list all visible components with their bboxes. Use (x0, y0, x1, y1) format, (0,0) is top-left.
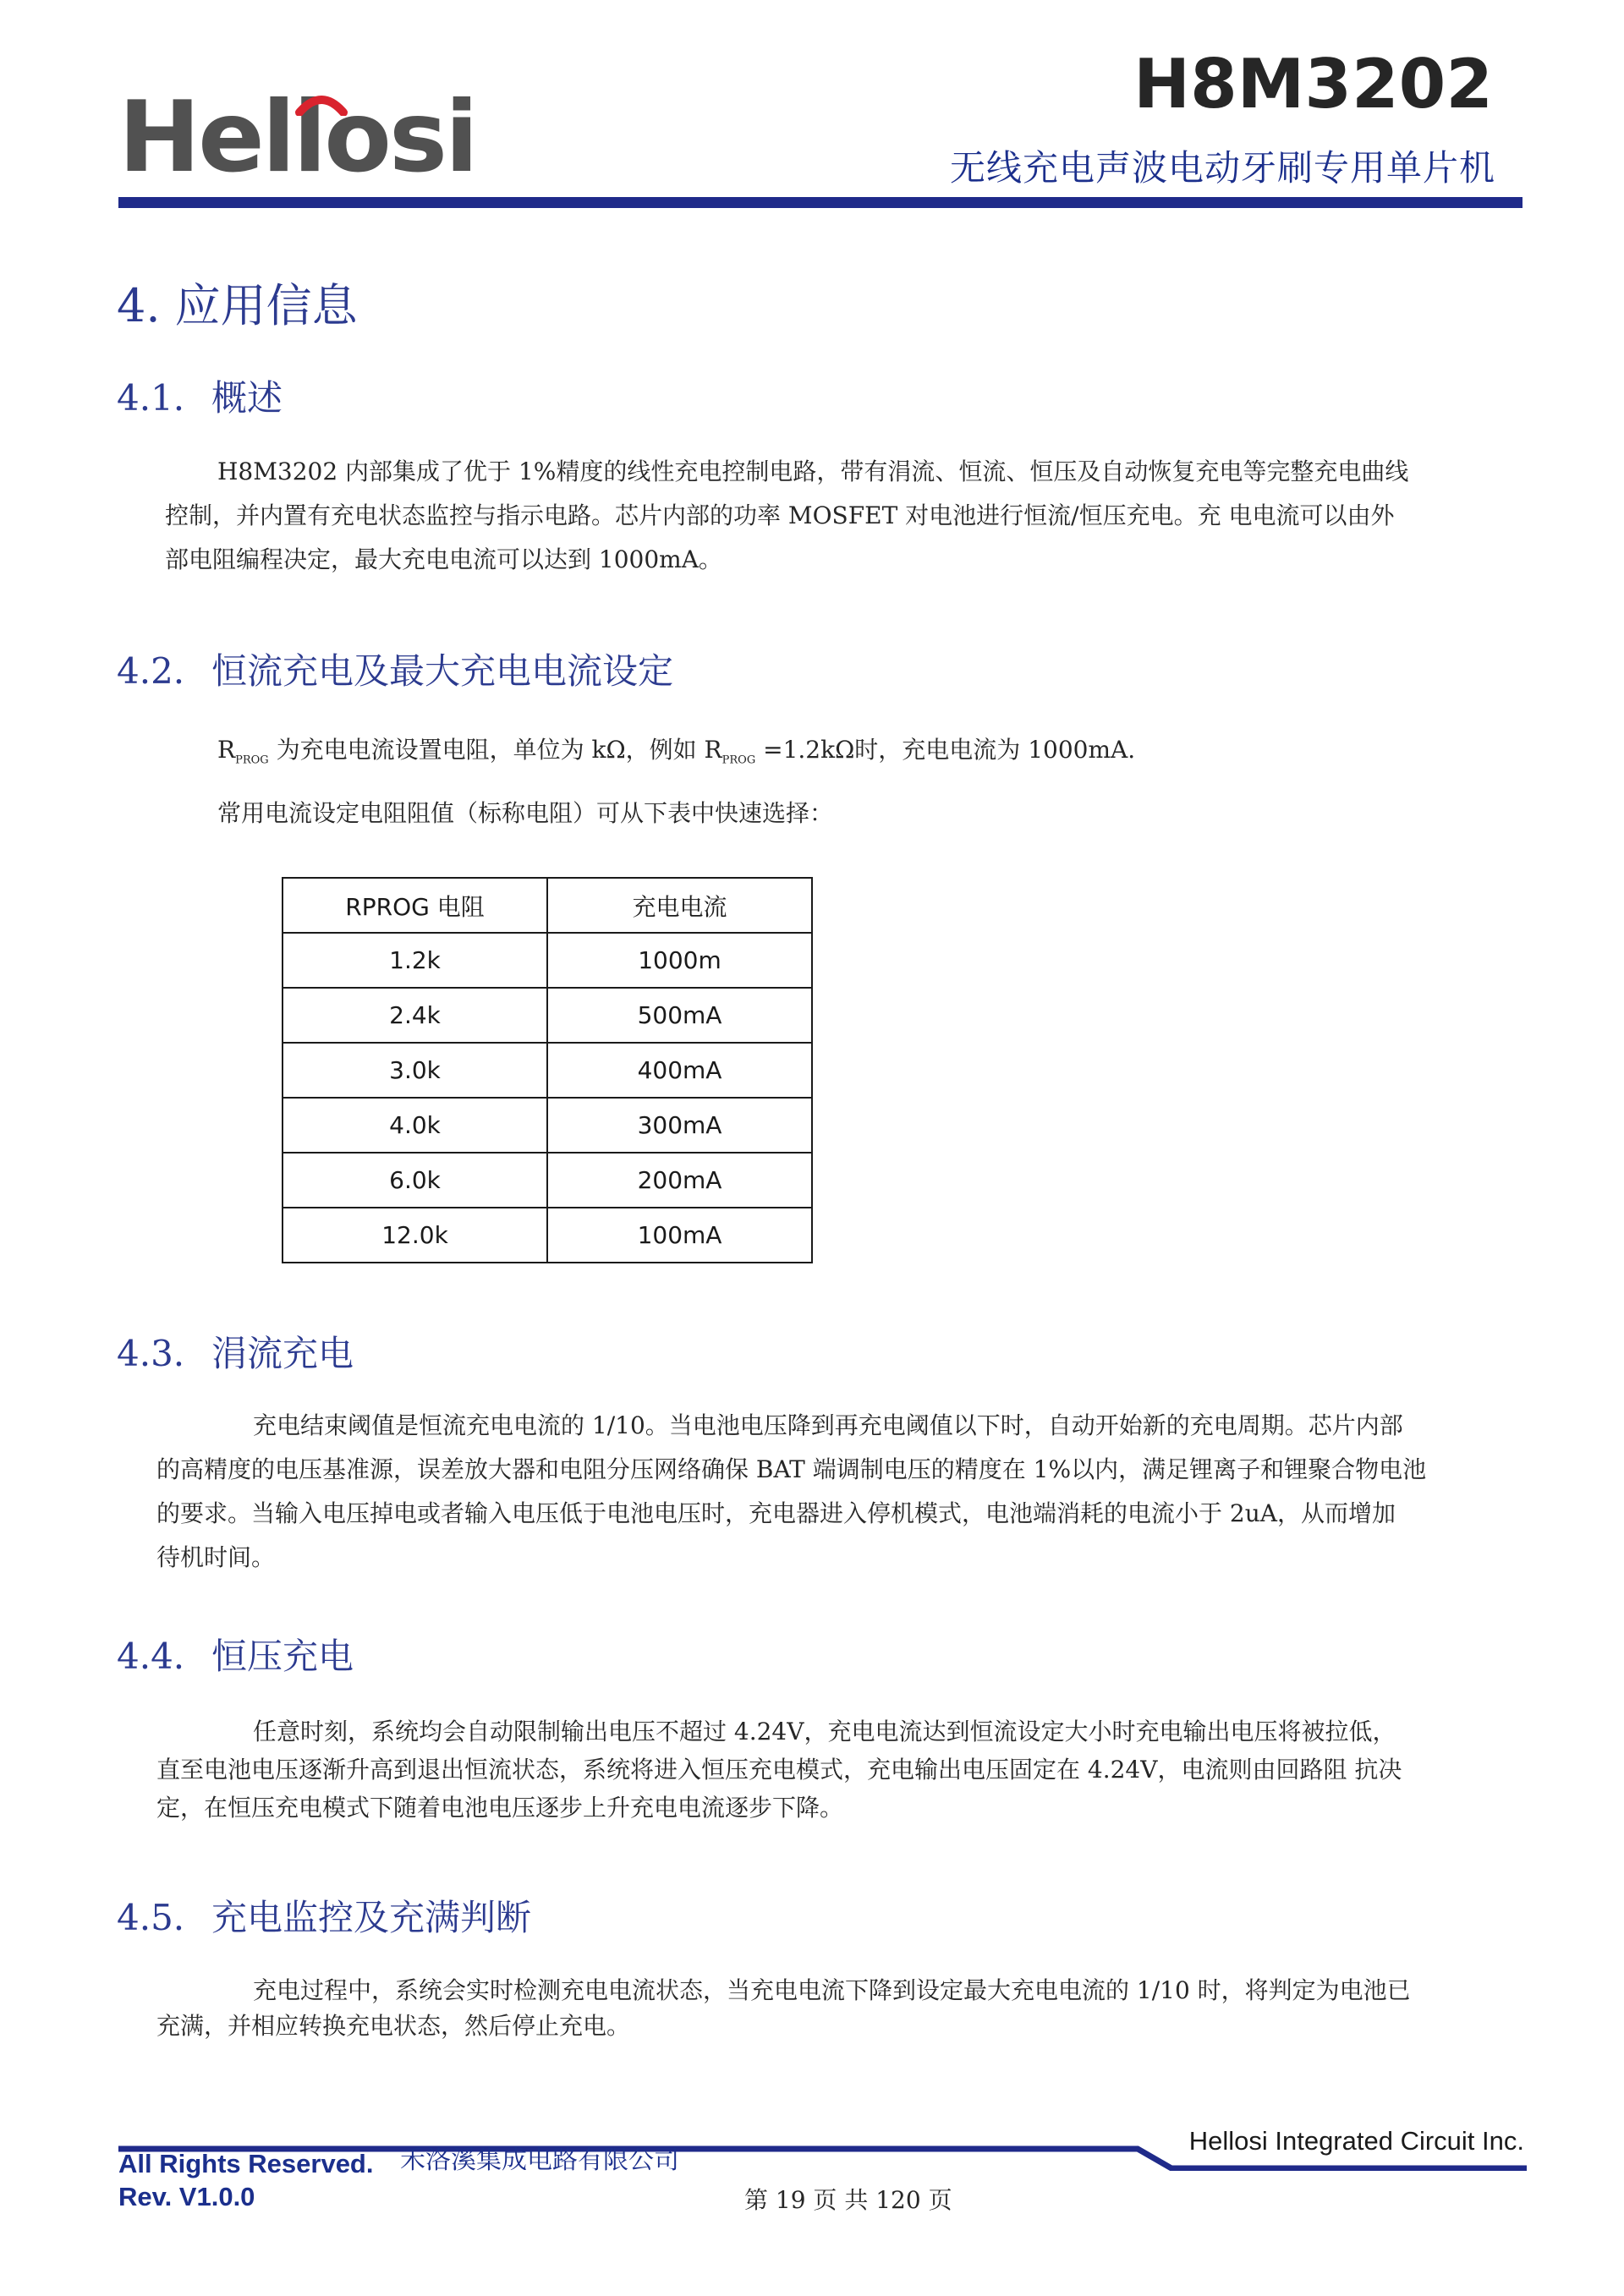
table-header-cell: 充电电流 (547, 878, 812, 933)
table-cell: 300mA (547, 1098, 812, 1153)
paragraph-line: 充满，并相应转换充电状态，然后停止充电。 (156, 2012, 631, 2040)
page-number: 第 19 页 共 120 页 (744, 2186, 952, 2214)
section-heading-4-5 (117, 1897, 532, 1938)
section-number: 4.4. (117, 1636, 185, 1677)
logo-arc-icon (294, 90, 348, 116)
section-heading-4-2 (117, 650, 674, 692)
rprog-subscript: PROG (721, 753, 756, 767)
section-title: 恒流充电及最大充电电流设定 (211, 650, 674, 692)
revision-label: Rev. V1.0.0 (118, 2182, 255, 2211)
section-title: 概述 (211, 377, 283, 419)
table-row (283, 1043, 812, 1098)
paragraph-line: 的要求。当输入电压掉电或者输入电压低于电池电压时，充电器进入停机模式，电池端消耗的电流小于 2uA，从而增加 (156, 1499, 1396, 1527)
logo-text-part: si (388, 80, 476, 195)
paragraph-line: 控制，并内置有充电状态监控与指示电路。芯片内部的功率 MOSFET 对电池进行恒流/恒压充电。充 电电流可以由外 (165, 501, 1395, 529)
table-cell: 1000m (547, 933, 812, 988)
table-cell: 3.0k (283, 1043, 547, 1098)
table-row (283, 933, 812, 988)
table-row (283, 1153, 812, 1208)
paragraph-line: 定，在恒压充电模式下随着电池电压逐步上升充电电流逐步下降。 (156, 1794, 844, 1822)
table-header-row (283, 878, 812, 933)
section-number: 4.5. (117, 1897, 185, 1938)
paragraph-line: 直至电池电压逐渐升高到退出恒流状态，系统将进入恒压充电模式，充电输出电压固定在 4.24V，电流则由回路阻 抗决 (156, 1756, 1402, 1784)
table-cell: 500mA (547, 988, 812, 1043)
section-title: 恒压充电 (211, 1636, 354, 1677)
section-heading-4-1 (117, 377, 283, 419)
paragraph-line: 任意时刻，系统均会自动限制输出电压不超过 4.24V，充电电流达到恒流设定大小时充电输出电压将被拉低， (253, 1718, 1396, 1745)
section-heading-4-3 (117, 1333, 354, 1374)
section-number: 4.3. (117, 1333, 185, 1374)
section-title: 充电监控及充满判断 (211, 1897, 532, 1938)
company-name-cn: 禾洛溪集成电路有限公司 (400, 2145, 679, 2175)
table-cell: 2.4k (283, 988, 547, 1043)
logo-text-part: Hell (118, 80, 325, 195)
rprog-subscript: PROG (235, 753, 269, 767)
section-number: 4.1. (117, 377, 185, 419)
paragraph-line: H8M3202 内部集成了优于 1%精度的线性充电控制电路，带有涓流、恒流、恒压及自动恢复充电等完整充电曲线 (217, 458, 1409, 485)
paragraph-line: 待机时间。 (156, 1543, 276, 1571)
paragraph-line: 充电过程中，系统会实时检测充电电流状态，当充电电流下降到设定最大充电电流的 1/10 时，将判定为电池已 (253, 1976, 1411, 2004)
table-header-cell: RPROG 电阻 (283, 878, 547, 933)
logo-text-o: o (324, 80, 389, 195)
paragraph-line: 部电阻编程决定，最大充电电流可以达到 1000mA。 (165, 545, 722, 573)
chapter-title: 4. 应用信息 (117, 279, 358, 332)
section-title: 涓流充电 (211, 1333, 354, 1374)
section-number: 4.2. (117, 650, 185, 692)
section-body-4-5 (156, 1973, 1411, 2044)
model-number: H8M3202 (1133, 45, 1493, 123)
rprog-current-table (282, 877, 813, 1263)
table-row (283, 1208, 812, 1263)
section-body-4-1 (165, 450, 1408, 582)
table-row (283, 1098, 812, 1153)
text-run: =1.2kΩ时，充电电流为 1000mA. (755, 736, 1136, 764)
copyright-notice: All Rights Reserved. (118, 2149, 374, 2178)
table-row (283, 988, 812, 1043)
section-body-4-4 (156, 1712, 1402, 1827)
table-cell: 200mA (547, 1153, 812, 1208)
header-rule (118, 197, 1522, 208)
section-heading-4-4 (117, 1636, 354, 1677)
document-subtitle: 无线充电声波电动牙刷专用单片机 (949, 147, 1495, 189)
section-body-4-3 (156, 1404, 1426, 1580)
section-body-4-2 (217, 728, 1135, 836)
table-cell: 1.2k (283, 933, 547, 988)
table-cell: 12.0k (283, 1208, 547, 1263)
rprog-symbol: R (217, 736, 236, 764)
text-run: 为充电电流设置电阻，单位为 kΩ，例如 R (268, 736, 722, 764)
company-name-en: Hellosi Integrated Circuit Inc. (1188, 2126, 1524, 2156)
paragraph-line: 充电结束阈值是恒流充电电流的 1/10。当电池电压降到再充电阈值以下时，自动开始新的充电周期。芯片内部 (253, 1411, 1403, 1439)
paragraph-line: 的高精度的电压基准源，误差放大器和电阻分压网络确保 BAT 端调制电压的精度在 1%以内，满足锂离子和锂聚合物电池 (156, 1455, 1427, 1483)
paragraph-line: 常用电流设定电阻阻值（标称电阻）可从下表中快速选择： (217, 798, 834, 827)
table-cell: 6.0k (283, 1153, 547, 1208)
table-cell: 100mA (547, 1208, 812, 1263)
paragraph-line (217, 728, 1135, 783)
table-cell: 4.0k (283, 1098, 547, 1153)
table-cell: 400mA (547, 1043, 812, 1098)
